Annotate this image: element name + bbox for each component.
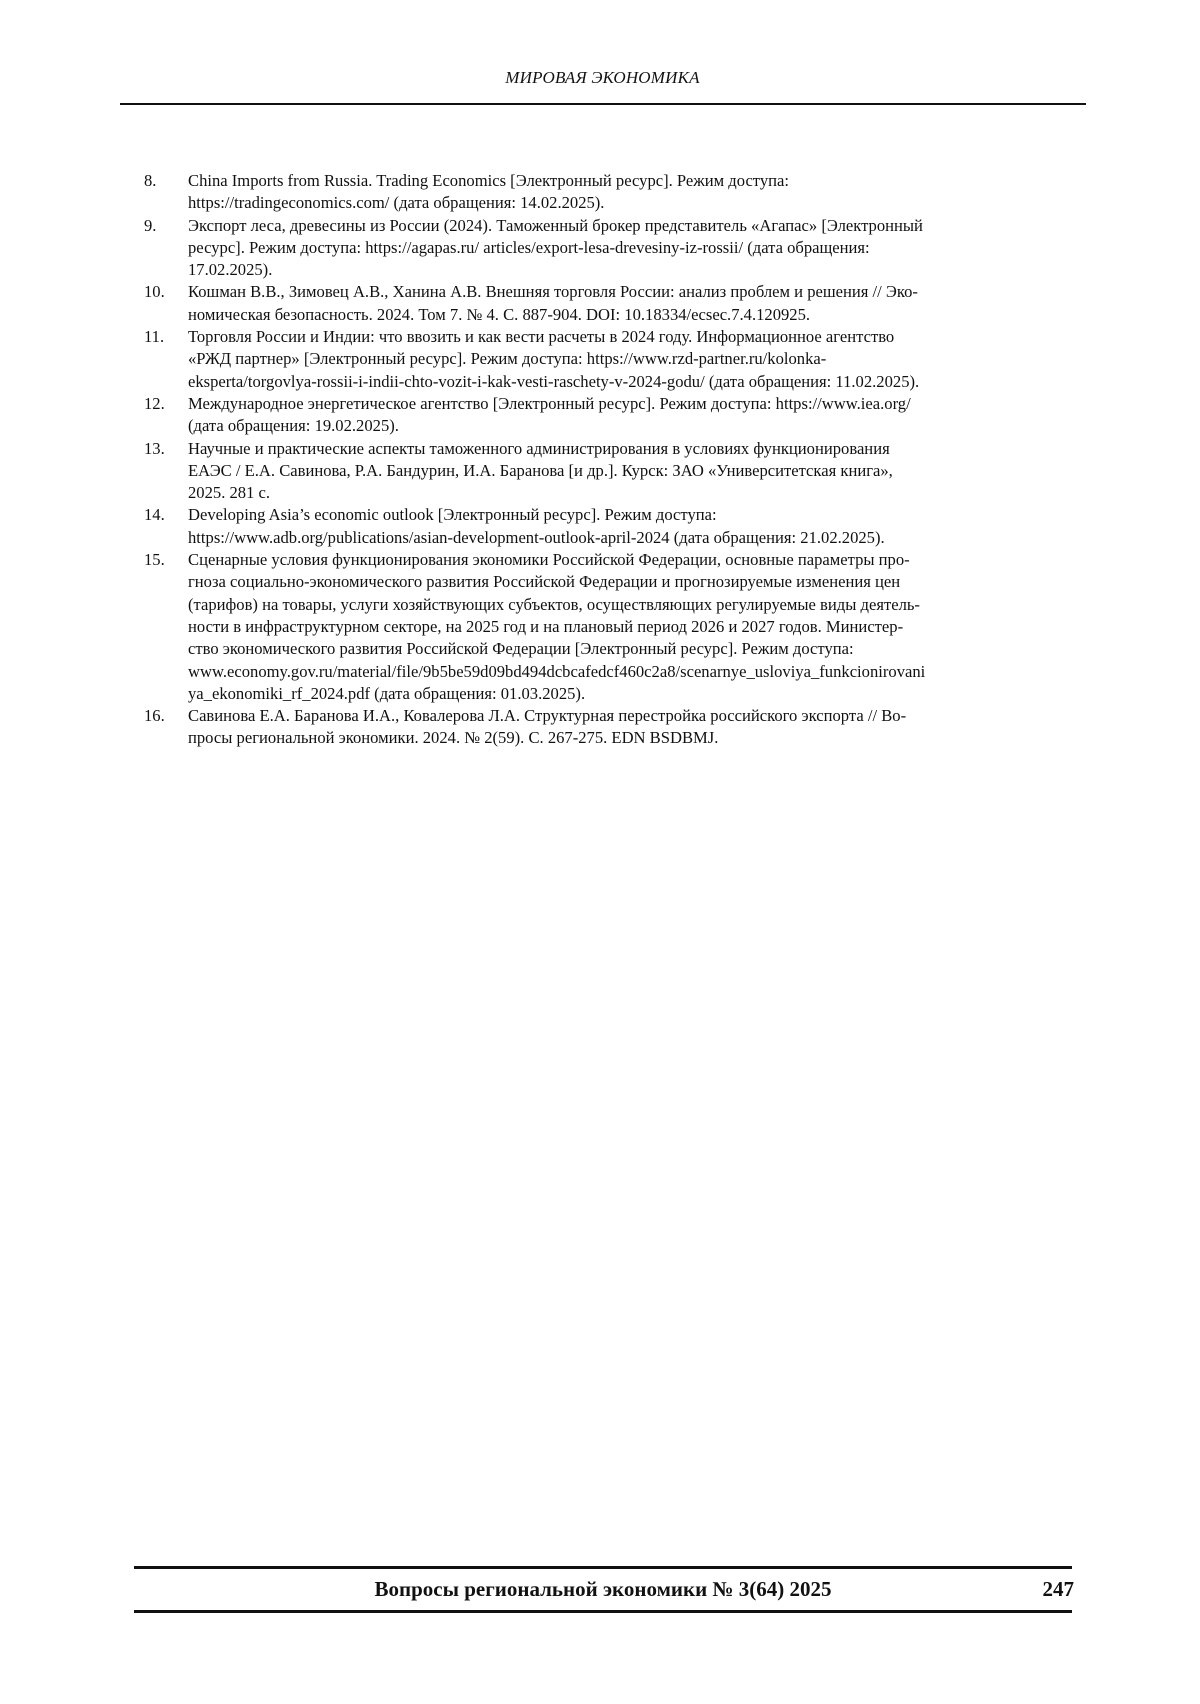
page-number: 247 [1042,1577,1074,1601]
reference-text-line: China Imports from Russia. Trading Economics [Электронный ресурс]. Режим доступа: [188,171,789,190]
reference-number: 16. [144,706,165,726]
reference-text-line: «РЖД партнер» [Электронный ресурс]. Режим доступа: https://www.rzd-partner.ru/kolonka- [188,349,827,369]
reference-text-line: www.economy.gov.ru/material/file/9b5be59d09bd494dcbcafedcf460c2a8/scenarnye_usloviya_funkcionirovani [188,661,926,681]
header-rule [120,103,1086,105]
running-head: МИРОВАЯ ЭКОНОМИКА [505,68,700,87]
reference-number: 9. [144,215,157,235]
reference-text-line: 2025. 281 с. [188,483,271,503]
reference-number: 14. [144,505,165,525]
reference-text-line: ресурс]. Режим доступа: https://agapas.ru/ articles/export-lesa-drevesiny-iz-rossii/ (дата обращения: [188,237,870,257]
reference-item [144,705,1049,750]
reference-item [144,504,1049,549]
reference-text-line: Экспорт леса, древесины из России (2024). Таможенный брокер представитель «Агапас» [Электронный [188,215,923,235]
reference-text-line: ство экономического развития Российской Федерации [Электронный ресурс]. Режим доступа: [188,639,854,659]
footer-rule-top [134,1566,1072,1569]
reference-text-line: Кошман В.В., Зимовец А.В., Ханина А.В. Внешняя торговля России: анализ проблем и решения // Эко- [188,282,918,302]
reference-text-line: https://www.adb.org/publications/asian-development-outlook-april-2024 (дата обращения: 21.02.2025). [188,527,885,547]
reference-number: 11. [144,327,165,347]
reference-text-line: ЕАЭС / Е.А. Савинова, Р.А. Бандурин, И.А. Баранова [и др.]. Курск: ЗАО «Университетская книга», [188,460,893,480]
reference-number: 13. [144,438,165,458]
reference-text-line: Научные и практические аспекты таможенного администрирования в условиях функционирования [188,438,890,458]
reference-text-line: гноза социально-экономического развития Российской Федерации и прогнозируемые изменения цен [188,572,901,592]
reference-number: 8. [144,171,157,190]
reference-number: 12. [144,393,165,413]
reference-text-line: https://tradingeconomics.com/ (дата обращения: 14.02.2025). [188,193,605,213]
reference-item [144,281,1049,326]
reference-text-line: Developing Asia’s economic outlook [Электронный ресурс]. Режим доступа: [188,505,717,525]
reference-number: 15. [144,550,165,570]
footer-rule-bottom [134,1610,1072,1613]
reference-text-line: Торговля России и Индии: что ввозить и как вести расчеты в 2024 году. Информационное агентство [188,327,895,347]
reference-item [144,438,1049,505]
reference-text-line: Савинова Е.А. Баранова И.А., Ковалерова Л.А. Структурная перестройка российского экспорта // Во- [188,706,907,726]
reference-text-line: Сценарные условия функционирования экономики Российской Федерации, основные параметры про- [188,550,910,570]
reference-text-line: Международное энергетическое агентство [Электронный ресурс]. Режим доступа: https://www.iea.org/ [188,393,911,413]
reference-text-line: 17.02.2025). [188,260,273,280]
reference-text-line: ya_ekonomiki_rf_2024.pdf (дата обращения: 01.03.2025). [188,683,586,703]
reference-text-line: eksperta/torgovlya-rossii-i-indii-chto-vozit-i-kak-vesti-raschety-v-2024-godu/ (дата обращения: 11.02.2025). [188,371,920,391]
reference-text-line: (тарифов) на товары, услуги хозяйствующих субъектов, осуществляющих регулируемые виды деятель- [188,594,920,614]
footer-journal-title: Вопросы региональной экономики № 3(64) 2025 [374,1577,832,1601]
reference-item [144,215,1049,282]
reference-text-line: (дата обращения: 19.02.2025). [188,416,399,436]
reference-text-line: просы региональной экономики. 2024. № 2(59). С. 267-275. EDN BSDBMJ. [188,728,719,748]
reference-number: 10. [144,282,165,302]
reference-item [144,393,1049,438]
reference-text-line: ности в инфраструктурном секторе, на 2025 год и на плановый период 2026 и 2027 годов. Министер- [188,616,904,636]
reference-item [144,170,1049,215]
reference-text-line: номическая безопасность. 2024. Том 7. № 4. С. 887-904. DOI: 10.18334/ecsec.7.4.120925. [188,304,811,324]
reference-item [144,326,1049,393]
reference-item [144,549,1049,705]
reference-list [144,170,1049,750]
